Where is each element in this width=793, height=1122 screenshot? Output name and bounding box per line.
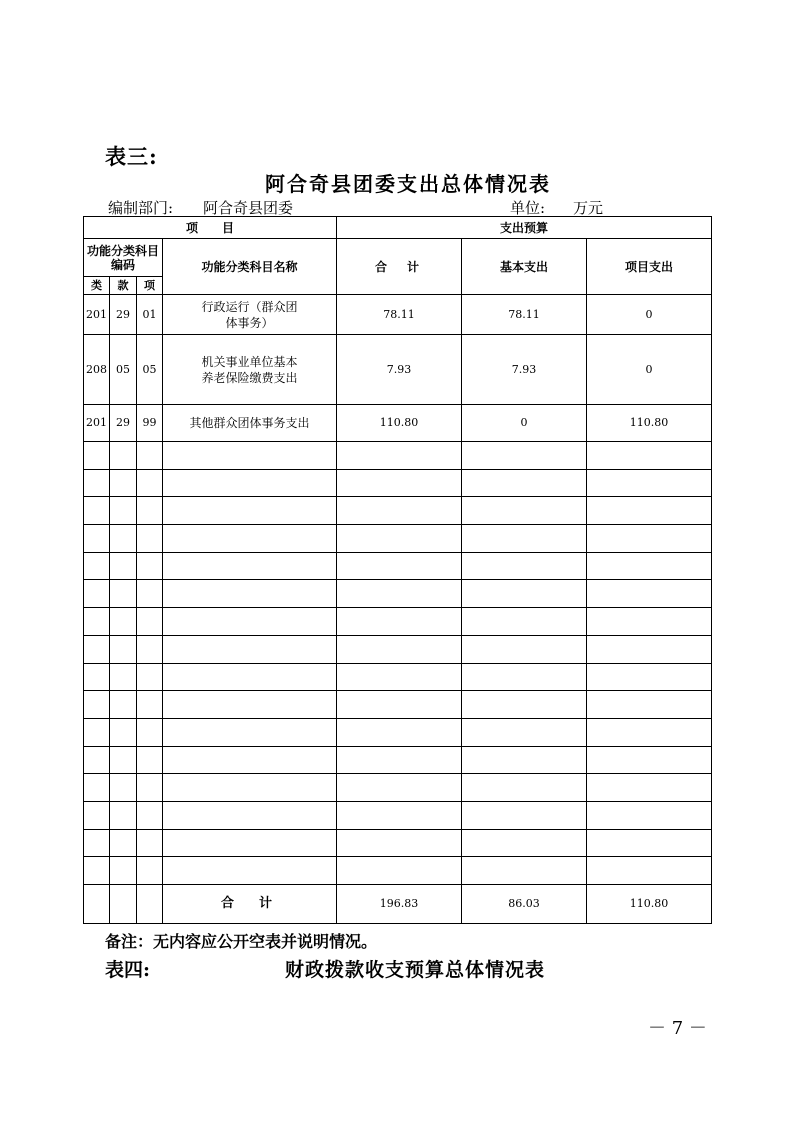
- empty-cell: [110, 801, 137, 829]
- empty-cell: [587, 608, 712, 636]
- empty-cell: [110, 469, 137, 497]
- empty-row: [84, 801, 712, 829]
- total-sum: 196.83: [337, 885, 462, 924]
- header-budget: 支出预算: [337, 217, 712, 239]
- header-row: [84, 217, 712, 239]
- empty-cell: [84, 580, 110, 608]
- empty-cell: [137, 608, 163, 636]
- header-total: 合 计: [337, 239, 462, 295]
- empty-cell: [137, 580, 163, 608]
- expenditure-table: [83, 216, 712, 924]
- empty-cell: [587, 746, 712, 774]
- empty-cell: [163, 635, 337, 663]
- total-basic: 86.03: [462, 885, 587, 924]
- empty-cell: [84, 608, 110, 636]
- empty-cell: [462, 746, 587, 774]
- empty-cell: [110, 857, 137, 885]
- empty-cell: [337, 663, 462, 691]
- empty-cell: [137, 829, 163, 857]
- empty-cell: [587, 691, 712, 719]
- empty-cell: [337, 469, 462, 497]
- empty-cell: [163, 580, 337, 608]
- empty-cell: [110, 718, 137, 746]
- empty-cell: [137, 442, 163, 470]
- table-row: [84, 405, 712, 442]
- empty-cell: [163, 469, 337, 497]
- empty-cell: [587, 469, 712, 497]
- empty-cell: [462, 552, 587, 580]
- empty-cell: [462, 718, 587, 746]
- cell-kuan: 05: [110, 335, 137, 405]
- empty-cell: [137, 801, 163, 829]
- empty-cell: [587, 718, 712, 746]
- header-item: 项 目: [84, 217, 337, 239]
- total-label: 合 计: [163, 885, 337, 924]
- empty-cell: [137, 552, 163, 580]
- empty-cell: [587, 580, 712, 608]
- empty-cell: [587, 829, 712, 857]
- empty-cell: [110, 774, 137, 802]
- empty-cell: [462, 829, 587, 857]
- empty-row: [84, 718, 712, 746]
- empty-cell: [137, 497, 163, 525]
- header-name: 功能分类科目名称: [163, 239, 337, 295]
- cell-kuan: 29: [110, 405, 137, 442]
- empty-cell: [462, 691, 587, 719]
- empty-cell: [137, 746, 163, 774]
- empty-cell: [137, 885, 163, 924]
- empty-cell: [110, 635, 137, 663]
- empty-cell: [462, 469, 587, 497]
- cell-basic: 78.11: [462, 295, 587, 335]
- cell-basic: 7.93: [462, 335, 587, 405]
- empty-cell: [110, 552, 137, 580]
- table-row: [84, 295, 712, 335]
- empty-cell: [84, 774, 110, 802]
- empty-cell: [84, 442, 110, 470]
- page-number: － 7 －: [648, 1018, 707, 1039]
- empty-cell: [84, 497, 110, 525]
- cell-xiang: 01: [137, 295, 163, 335]
- cell-name: 行政运行（群众团体事务）: [163, 295, 337, 335]
- empty-row: [84, 691, 712, 719]
- empty-cell: [84, 691, 110, 719]
- total-project: 110.80: [587, 885, 712, 924]
- header-project: 项目支出: [587, 239, 712, 295]
- empty-cell: [137, 857, 163, 885]
- empty-cell: [84, 635, 110, 663]
- cell-project: 110.80: [587, 405, 712, 442]
- cell-name: 机关事业单位基本养老保险缴费支出: [163, 335, 337, 405]
- empty-cell: [337, 442, 462, 470]
- empty-cell: [110, 885, 137, 924]
- empty-cell: [84, 718, 110, 746]
- empty-cell: [462, 774, 587, 802]
- empty-cell: [110, 497, 137, 525]
- empty-cell: [462, 635, 587, 663]
- empty-cell: [110, 525, 137, 553]
- cell-lei: 208: [84, 335, 110, 405]
- page-title: 阿合奇县团委支出总体情况表: [265, 172, 551, 196]
- empty-cell: [163, 608, 337, 636]
- unit-label: 单位:: [510, 199, 546, 217]
- empty-cell: [337, 580, 462, 608]
- empty-cell: [337, 691, 462, 719]
- empty-cell: [587, 774, 712, 802]
- empty-cell: [84, 746, 110, 774]
- empty-cell: [137, 635, 163, 663]
- empty-cell: [163, 801, 337, 829]
- cell-xiang: 99: [137, 405, 163, 442]
- empty-row: [84, 525, 712, 553]
- empty-cell: [587, 635, 712, 663]
- empty-cell: [163, 525, 337, 553]
- empty-cell: [163, 663, 337, 691]
- cell-name: 其他群众团体事务支出: [163, 405, 337, 442]
- empty-cell: [337, 774, 462, 802]
- next-table-label: 表四:: [105, 959, 151, 981]
- empty-cell: [587, 857, 712, 885]
- empty-row: [84, 774, 712, 802]
- cell-kuan: 29: [110, 295, 137, 335]
- cell-lei: 201: [84, 295, 110, 335]
- next-table-title: 财政拨款收支预算总体情况表: [285, 959, 546, 981]
- empty-cell: [110, 442, 137, 470]
- empty-cell: [337, 497, 462, 525]
- table-label: 表三:: [105, 144, 158, 169]
- empty-cell: [337, 552, 462, 580]
- header-code: 功能分类科目编码: [84, 239, 163, 277]
- empty-cell: [163, 497, 337, 525]
- empty-cell: [462, 801, 587, 829]
- empty-cell: [462, 857, 587, 885]
- empty-cell: [587, 442, 712, 470]
- empty-cell: [137, 469, 163, 497]
- cell-total: 110.80: [337, 405, 462, 442]
- cell-project: 0: [587, 295, 712, 335]
- empty-cell: [462, 442, 587, 470]
- empty-cell: [337, 829, 462, 857]
- empty-cell: [337, 857, 462, 885]
- total-row: [84, 885, 712, 924]
- empty-cell: [137, 718, 163, 746]
- empty-cell: [163, 829, 337, 857]
- empty-cell: [337, 801, 462, 829]
- empty-cell: [462, 608, 587, 636]
- empty-row: [84, 469, 712, 497]
- empty-cell: [462, 580, 587, 608]
- empty-cell: [84, 885, 110, 924]
- department-value: 阿合奇县团委: [203, 199, 294, 217]
- empty-cell: [587, 801, 712, 829]
- empty-row: [84, 442, 712, 470]
- empty-cell: [462, 497, 587, 525]
- cell-total: 78.11: [337, 295, 462, 335]
- empty-cell: [137, 525, 163, 553]
- empty-cell: [163, 774, 337, 802]
- empty-cell: [110, 691, 137, 719]
- empty-cell: [137, 663, 163, 691]
- note: 备注：无内容应公开空表并说明情况。: [105, 932, 378, 951]
- empty-row: [84, 829, 712, 857]
- cell-project: 0: [587, 335, 712, 405]
- empty-cell: [337, 635, 462, 663]
- empty-cell: [137, 774, 163, 802]
- empty-cell: [587, 552, 712, 580]
- empty-cell: [84, 857, 110, 885]
- cell-basic: 0: [462, 405, 587, 442]
- empty-cell: [110, 746, 137, 774]
- empty-cell: [587, 663, 712, 691]
- empty-cell: [84, 829, 110, 857]
- empty-cell: [137, 691, 163, 719]
- empty-cell: [337, 718, 462, 746]
- empty-cell: [587, 525, 712, 553]
- empty-cell: [84, 469, 110, 497]
- header-lei: 类: [84, 277, 110, 295]
- empty-row: [84, 857, 712, 885]
- empty-cell: [163, 442, 337, 470]
- empty-row: [84, 663, 712, 691]
- header-row: [84, 239, 712, 277]
- empty-cell: [163, 718, 337, 746]
- empty-cell: [84, 663, 110, 691]
- empty-row: [84, 746, 712, 774]
- unit-value: 万元: [573, 199, 604, 217]
- empty-row: [84, 580, 712, 608]
- empty-row: [84, 497, 712, 525]
- cell-xiang: 05: [137, 335, 163, 405]
- empty-cell: [110, 580, 137, 608]
- empty-row: [84, 608, 712, 636]
- empty-cell: [84, 525, 110, 553]
- empty-cell: [163, 691, 337, 719]
- empty-cell: [84, 552, 110, 580]
- empty-cell: [462, 663, 587, 691]
- empty-cell: [337, 525, 462, 553]
- empty-cell: [84, 801, 110, 829]
- department-label: 编制部门:: [108, 199, 174, 217]
- empty-cell: [110, 829, 137, 857]
- header-xiang: 项: [137, 277, 163, 295]
- header-kuan: 款: [110, 277, 137, 295]
- empty-cell: [163, 552, 337, 580]
- cell-lei: 201: [84, 405, 110, 442]
- cell-total: 7.93: [337, 335, 462, 405]
- empty-cell: [462, 525, 587, 553]
- empty-row: [84, 635, 712, 663]
- empty-cell: [587, 497, 712, 525]
- empty-cell: [110, 663, 137, 691]
- empty-cell: [337, 608, 462, 636]
- empty-cell: [163, 746, 337, 774]
- empty-cell: [163, 857, 337, 885]
- table-row: [84, 335, 712, 405]
- empty-cell: [110, 608, 137, 636]
- empty-cell: [337, 746, 462, 774]
- header-basic: 基本支出: [462, 239, 587, 295]
- empty-row: [84, 552, 712, 580]
